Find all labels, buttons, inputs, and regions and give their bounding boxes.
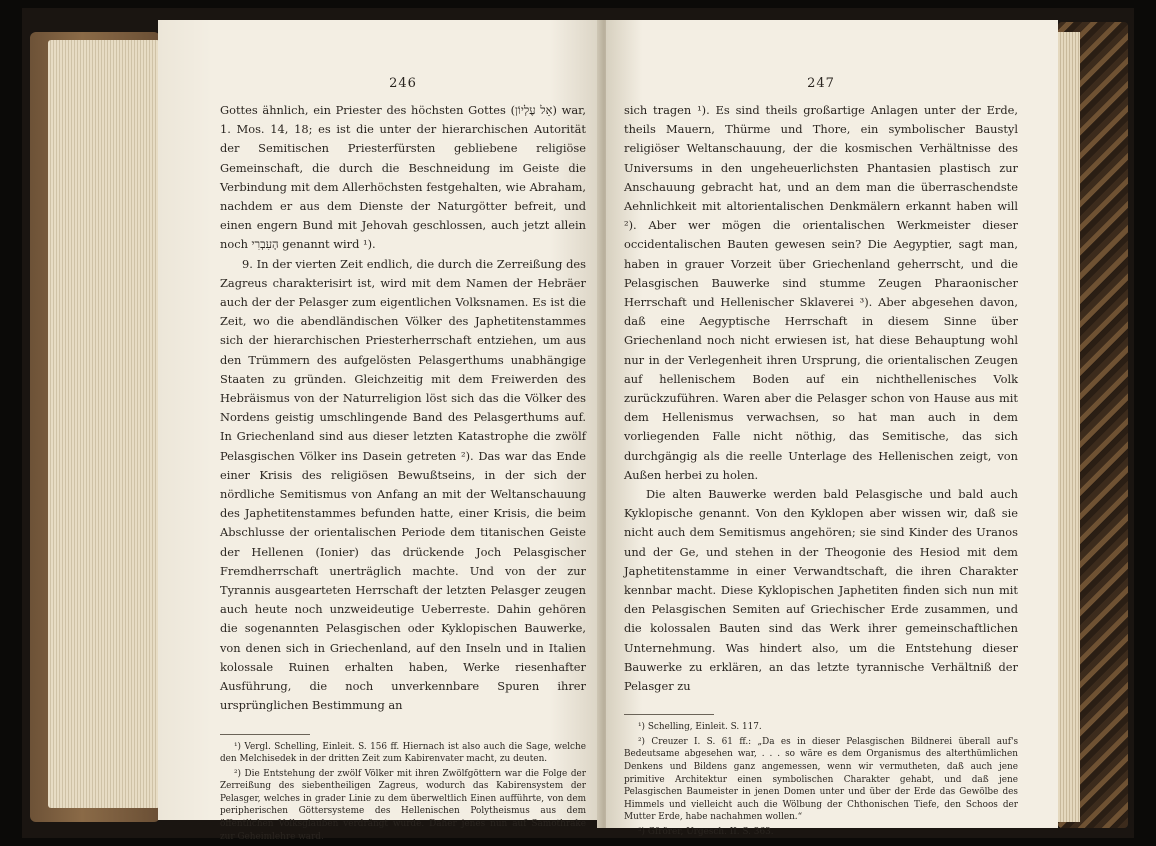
footnotes bbox=[220, 741, 586, 844]
left-page bbox=[158, 20, 604, 842]
page-edges-right bbox=[1058, 32, 1080, 822]
footnote: ²) Creuzer I. S. 61 ff.: „Da es in dieser Pelasgischen Bildnerei überall auf's Bedeutsame abgesehen war, . . . so wäre es dem Organismus des alterthümlichen Denkens und Bildens ganz angemessen, wenn wir vermutheten, daß auch jene primitive Architektur einen symbolischen Charakter gehabt, und daß jene Pelasgischen Baumeister in jenen Domen unter und über der Erde das Gewölbe des Himmels und vielleicht auch die Wölbung der Chthonischen Tiefe, den Schoos der Mutter Erde, habe nachahmen wollen.“ bbox=[624, 736, 1018, 823]
right-page bbox=[606, 20, 1058, 838]
page-edges-left bbox=[48, 40, 160, 808]
paragraph: 9. In der vierten Zeit endlich, die durch die Zerreißung des Zagreus charakterisirt ist, wird mit dem Namen der Hebräer auch der der Pelasger zum eigentlichen Volksnamen. Es ist die Zeit, wo die abendländischen Völker des Japhetitenstammes sich der hierarchischen Priesterherrschaft entziehen, um aus den Trümmern des aufgelösten Pelasgerthums unabhängige Staaten zu gründen. Gleichzeitig mit dem Freiwerden des Hebräismus von der Naturreligion löst sich das die Völker des Nordens geistig umschlingende Band des Pelasgerthums auf. In Griechenland sind aus dieser letzten Katastrophe die zwölf Pelasgischen Völker ins Dasein getreten ²). Das war das Ende einer Krisis des religiösen Bewußtseins, in der sich der nördliche Semitismus von Anfang an mit der Weltanschauung des Japhetitenstammes befunden hatte, einer Krisis, die beim Abschlusse der orientalischen Periode dem titanischen Geiste der Hellenen (Ionier) das drückende Joch Pelasgischer Fremdherrschaft unerträglich machte. Und von der zur Tyrannis ausgearteten Herrschaft der letzten Pelasger zeugen auch heute noch unzweideutige Ueberreste. Dahin gehören die sogenannten Pelasgischen oder Kyklopischen Bauwerke, von denen sich in Griechenland, auf den Inseln und in Italien kolossale Ruinen erhalten haben, Werke riesenhafter Ausführung, die noch unverkennbare Spuren ihrer ursprünglichen Bestimmung an bbox=[220, 256, 586, 713]
footnote: ¹) Schelling, Einleit. S. 117. bbox=[638, 722, 762, 733]
page-number: 246 bbox=[389, 76, 417, 91]
page-number: 247 bbox=[807, 76, 835, 91]
footnote-rule bbox=[624, 714, 714, 715]
footnote-rule bbox=[220, 734, 310, 735]
footnote: ¹) Vergl. Schelling, Einleit. S. 156 ff. Hiernach ist also auch die Sage, welche den Melchisedek in der dritten Zeit zum Kabirenvater macht, zu deuten. bbox=[220, 741, 586, 765]
footnote: ³) Gfrörer, Urgesch. II. S. 363. bbox=[638, 827, 774, 838]
page-body bbox=[624, 101, 1018, 696]
footnote: ²) Die Entstehung der zwölf Völker mit ihren Zwölfgöttern war die Folge der Zerreißung des siebentheiligen Zagreus, wodurch das Kabirensystem der Pelasger, welches in grader Linie zu dem überweltlich Einen aufführte, von dem peripherischen Göttersysteme des Hellenischen Polytheismus aus dem öffentlichen Volksglauben verdrängt wurde. Daher jenes nun auf Samothrake zur Geheimlehre ward. bbox=[220, 768, 586, 842]
paragraph: sich tragen ¹). Es sind theils großartige Anlagen unter der Erde, theils Mauern, Thürme und Thore, ein symbolischer Baustyl religiöser Weltanschauung, der die kosmischen Verhältnisse des Universums in den ungeheuerlichsten Phantasien plastisch zur Anschauung gebracht hat, und an dem man die überraschendste Aehnlichkeit mit altorientalischen Denkmälern erkannt haben will ²). Aber wer mögen die orientalischen Werkmeister dieser occidentalischen Bauten gewesen sein? Die Aegyptier, sagt man, haben in grauer Vorzeit über Griechenland geherrscht, und die Pelasgischen Bauwerke sind stumme Zeugen Pharaonischer Herrschaft und Hellenischer Sklaverei ³). Aber abgesehen davon, daß eine Aegyptische Herrschaft in diesem Sinne über Griechenland noch nicht erwiesen ist, hat diese Behauptung wohl nur in der Verlegenheit ihren Ursprung, die orientalischen Zeugen auf hellenischem Boden auf ein nichthellenisches Volk zurückzuführen. Waren aber die Pelasger schon von Hause aus mit dem Hellenismus verwachsen, so hat man auch in dem vorliegenden Falle nicht nöthig, das Semitische, das sich durchgängig als die reelle Unterlage des Hellenischen zeigt, von Außen herbei zu holen. bbox=[624, 103, 1018, 482]
paragraph: Gottes ähnlich, ein Priester des höchsten Gottes (אֵל עֶלְיוֹן) war, 1. Mos. 14, 18; es ist die unter der hierarchischen Autorität der Semitischen Priesterfürsten gebliebene religiöse Gemeinschaft, die durch die Beschneidung im Geiste die Verbindung mit dem Allerhöchsten festgehalten, wie Abraham, nachdem er aus dem Dienste der Naturgötter befreit, und einen engern Bund mit Jehovah geschlossen, auch jetzt allein noch הָעִבְרִי genannt wird ¹). bbox=[220, 103, 586, 252]
page-body bbox=[220, 101, 586, 716]
footnotes bbox=[624, 721, 1018, 838]
paragraph: Die alten Bauwerke werden bald Pelasgische und bald auch Kyklopische genannt. Von den Kyklopen aber wissen wir, daß sie nicht auch dem Semitismus angehören; sie sind Kinder des Uranos und der Ge, und stehen in der Theogonie des Hesiod mit dem Japhetitenstamme in einer Verwandtschaft, die ihren Charakter kennbar macht. Diese Kyklopischen Japhetiten finden sich nun mit den Pelasgischen Semiten auf Griechischer Erde zusammen, und die kolossalen Bauten sind das Werk ihrer gemeinschaftlichen Unternehmung. Was hindert also, um die Entstehung dieser Bauwerke zu erklären, an das letzte tyrannische Verhältniß der Pelasger zu bbox=[624, 487, 1018, 694]
